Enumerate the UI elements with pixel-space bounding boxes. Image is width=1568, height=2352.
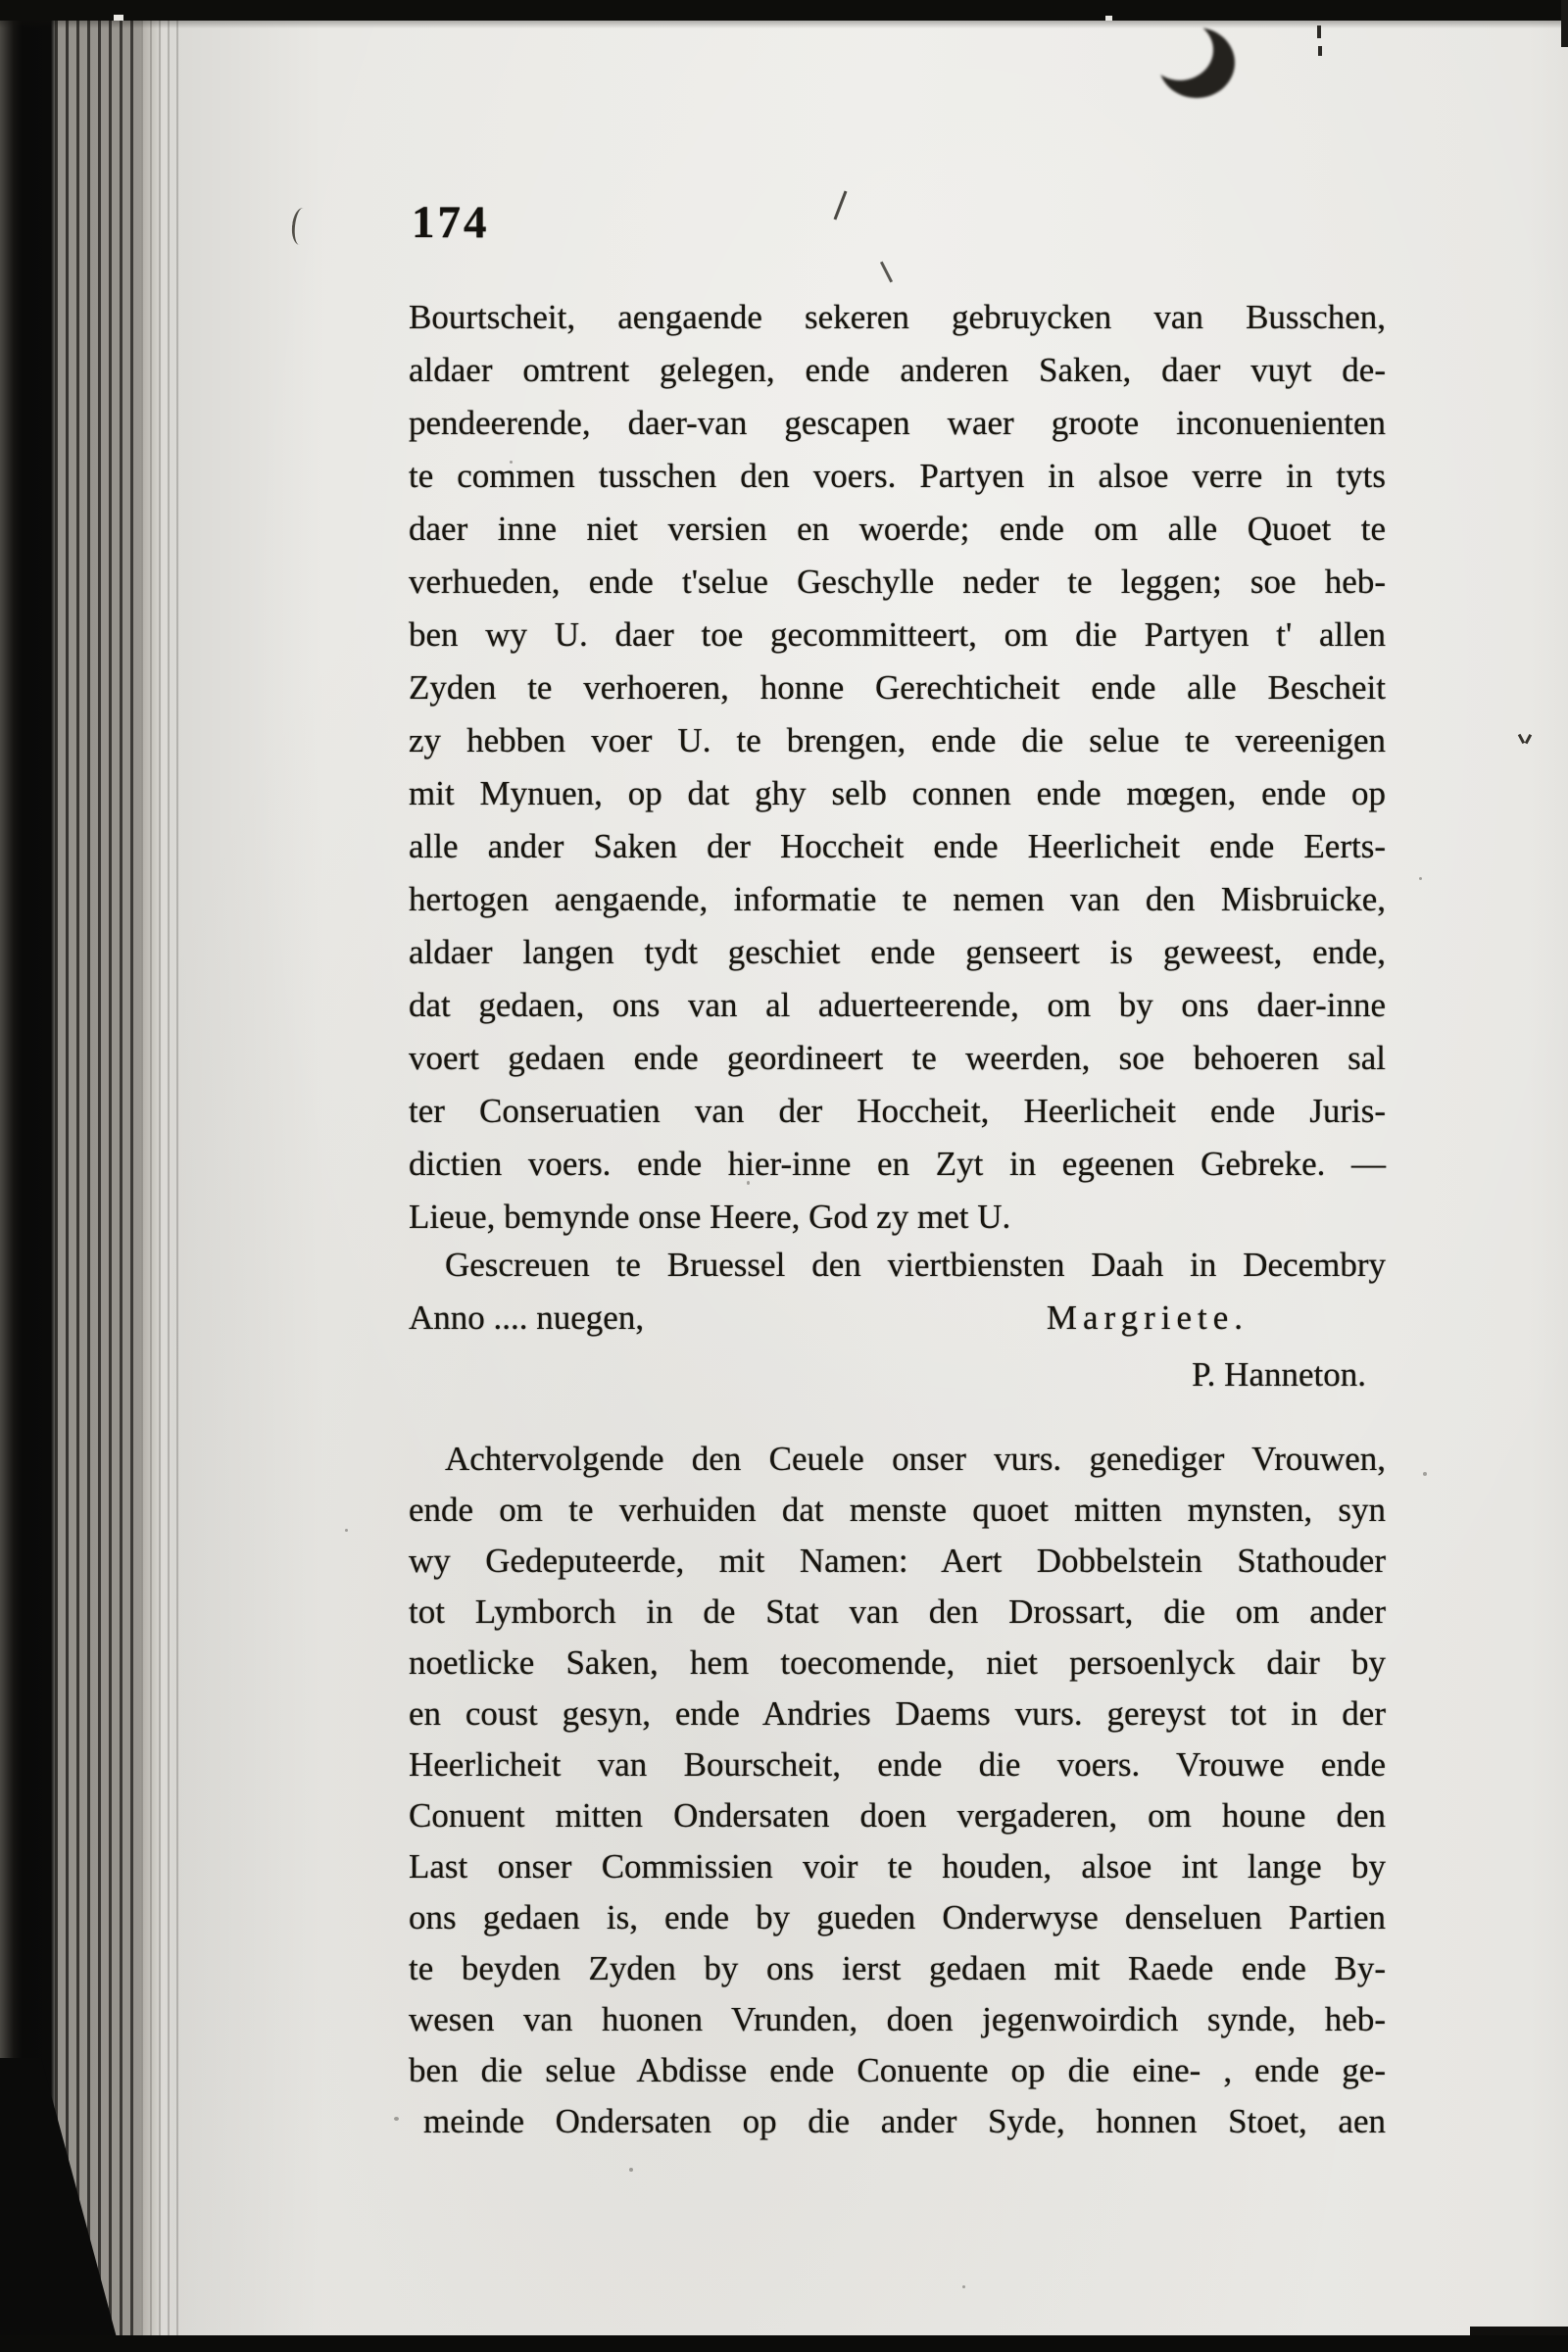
text-line: meinde Ondersaten op die ander Syde, honnen Stoet, aen xyxy=(423,2102,1386,2140)
text-line: dat gedaen, ons van al aduerteerende, om by ons daer-inne xyxy=(409,986,1386,1024)
anno-text: Anno .... nuegen, xyxy=(409,1298,645,1337)
text-line: Conuent mitten Ondersaten doen vergaderen, om houne den xyxy=(409,1796,1386,1835)
text-line: ben die selue Abdisse ende Conuente op die eine- , ende ge- xyxy=(409,2051,1386,2089)
secretary-row xyxy=(409,1348,1386,1401)
text-line: ende om te verhuiden dat menste quoet mitten mynsten, syn xyxy=(409,1491,1386,1529)
paragraph-commission-report xyxy=(409,1434,1386,2147)
text-line: voert gedaen ende geordineert te weerden, soe behoeren sal xyxy=(409,1039,1386,1077)
text-line: daer inne niet versien en woerde; ende om alle Quoet te xyxy=(409,510,1386,548)
dateline: Gescreuen te Bruessel den viertbiensten Daah in Decembry xyxy=(445,1246,1386,1284)
text-line: ter Conseruatien van der Hoccheit, Heerlicheit ende Juris- xyxy=(409,1092,1386,1130)
gutter-shade xyxy=(141,0,180,2352)
text-line: pendeerende, daer-van gescapen waer groote inconuenienten xyxy=(409,404,1386,442)
text-line: aldaer omtrent gelegen, ende anderen Saken, daer vuyt de- xyxy=(409,351,1386,389)
text-line: Bourtscheit, aengaende sekeren gebruycken van Busschen, xyxy=(409,298,1386,336)
ink-mark xyxy=(1318,46,1322,56)
ink-speck xyxy=(629,2168,633,2172)
text-line: tot Lymborch in de Stat van den Drossart, die om ander xyxy=(409,1592,1386,1631)
text-line: mit Mynuen, op dat ghy selb connen ende mœgen, ende op xyxy=(409,774,1386,812)
text-line: ben wy U. daer toe gecommitteert, om die Partyen t' allen xyxy=(409,615,1386,654)
scan-edge-right xyxy=(1561,0,1568,47)
text-line: noetlicke Saken, hem toecomende, niet persoenlyck dair by xyxy=(409,1643,1386,1682)
stray-slash-mark xyxy=(834,190,848,220)
text-line: hertogen aengaende, informatie te nemen van den Misbruicke, xyxy=(409,880,1386,918)
signature-margriete: Margriete. xyxy=(1046,1298,1249,1337)
signature-hanneton: P. Hanneton. xyxy=(1192,1355,1366,1394)
text-line: dictien voers. ende hier-inne en Zyt in egeenen Gebreke. — xyxy=(409,1145,1386,1183)
text-line: wy Gedeputeerde, mit Namen: Aert Dobbelstein Stathouder xyxy=(409,1542,1386,1580)
text-line: en coust gesyn, ende Andries Daems vurs. gereyst tot in der xyxy=(409,1694,1386,1733)
scan-border-notch xyxy=(1105,16,1112,21)
paragraph-letter-body xyxy=(409,291,1386,1244)
ink-mark xyxy=(1317,25,1321,38)
stray-paren-mark xyxy=(290,207,313,246)
ink-speck xyxy=(394,2117,399,2121)
ink-speck xyxy=(962,2285,965,2288)
stray-check-mark xyxy=(1518,734,1532,744)
ink-speck xyxy=(1423,1472,1427,1476)
anno-signature-row xyxy=(409,1292,1386,1345)
text-line: wesen van huonen Vrunden, doen jegenwoirdich synde, heb- xyxy=(409,2000,1386,2038)
text-line: ons gedaen is, ende by gueden Onderwyse denseluen Partien xyxy=(409,1898,1386,1936)
text-line: Lieue, bemynde onse Heere, God zy met U. xyxy=(409,1198,1011,1236)
text-line: aldaer langen tydt geschiet ende genseert is geweest, ende, xyxy=(409,933,1386,971)
scan-artifact-crescent xyxy=(1158,27,1235,98)
text-line: te commen tusschen den voers. Partyen in alsoe verre in tyts xyxy=(409,457,1386,495)
ink-speck xyxy=(345,1529,348,1532)
text-line: Achtervolgende den Ceuele onser vurs. genediger Vrouwen, xyxy=(445,1440,1386,1478)
page-edge-stripes xyxy=(55,0,141,2352)
page-number: 174 xyxy=(412,197,490,248)
text-line: Last onser Commissien voir te houden, alsoe int lange by xyxy=(409,1847,1386,1886)
text-line: verhueden, ende t'selue Geschylle neder te leggen; soe heb- xyxy=(409,563,1386,601)
scan-border-top xyxy=(0,0,1568,21)
scan-border-bottom xyxy=(0,2335,1568,2352)
ink-speck xyxy=(1419,877,1422,880)
text-line: Heerlicheit van Bourscheit, ende die voers. Vrouwe ende xyxy=(409,1745,1386,1784)
text-line: te beyden Zyden by ons ierst gedaen mit Raede ende By- xyxy=(409,1949,1386,1987)
stray-backslash-mark xyxy=(880,262,893,283)
text-line: zy hebben voer U. te brengen, ende die selue te vereenigen xyxy=(409,721,1386,760)
scan-border-notch xyxy=(114,15,123,21)
text-line: alle ander Saken der Hoccheit ende Heerlicheit ende Eerts- xyxy=(409,827,1386,865)
text-line: Zyden te verhoeren, honne Gerechticheit ende alle Bescheit xyxy=(409,668,1386,707)
